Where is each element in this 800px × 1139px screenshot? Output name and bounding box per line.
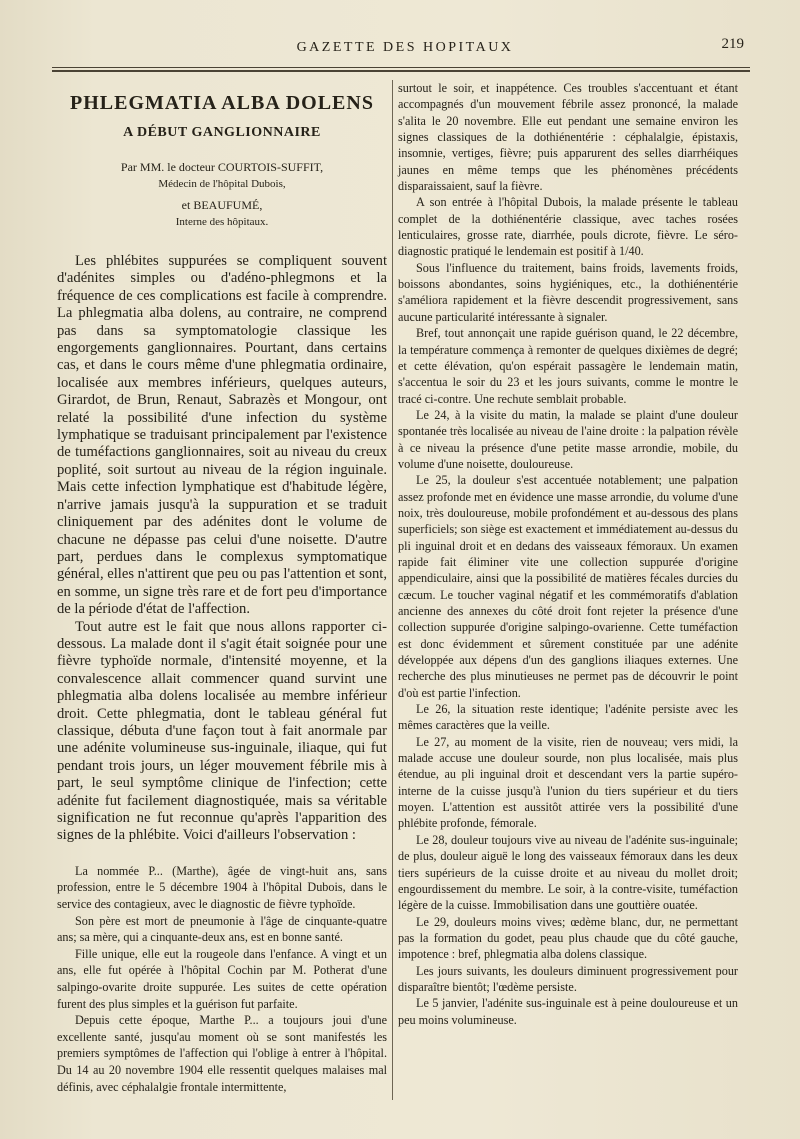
- byline-affiliation: Médecin de l'hôpital Dubois,: [158, 178, 286, 190]
- observation-paragraph: Depuis cette époque, Marthe P... a toujours joui d'une excellente santé, jusqu'au moment où se sont manifestés les premiers symptômes de l'affection qui l'oblige à entrer à l'hôpital. Du 14 au 20 novembre 1904 elle ressentit quelques malaises mal définis, avec céphalalgie frontale intermittente,: [57, 1013, 387, 1094]
- observation-paragraph: surtout le soir, et inappétence. Ces troubles s'accentuant et étant accompagnés d'un mouvement fébrile assez prononcé, la malade s'alita le 20 novembre. Elle eut pendant une semaine environ les signes classiques de la dothiénentérie : céphalalgie, épistaxis, insomnie, vertiges, fièvre; puis apparurent des selles diarrhéiques jaunes en même temps que les phénomènes précédents disparaissaient, sauf la fièvre.: [398, 81, 738, 194]
- observation-paragraph: Son père est mort de pneumonie à l'âge de cinquante-quatre ans; sa mère, qui a cinquante-deux ans, est en bonne santé.: [57, 913, 387, 945]
- observation-paragraph: Bref, tout annonçait une rapide guérison quand, le 22 décembre, la température commença à remonter de quelques dixièmes de degré; et cette élévation, qu'on espérait passagère le lendemain matin, s'accentua le soir du 23 et les jours suivants, comme le montre le tracé ci-contre. Une rechute semblait probable.: [398, 326, 738, 406]
- observation-paragraph: Le 28, douleur toujours vive au niveau de l'adénite sus-inguinale; de plus, douleur aiguë le long des vaisseaux fémoraux dans les deux tiers supérieurs de la cuisse droite et au niveau du mollet droit; engourdissement du membre. Le soir, à la contre-visite, tuméfaction légère de la cuisse. Immobilisation dans une gouttière ouatée.: [398, 832, 738, 913]
- byline-coauthor: et BEAUFUMÉ,: [181, 198, 263, 212]
- article-title: PHLEGMATIA ALBA DOLENS: [70, 92, 374, 114]
- observation-paragraph: La nommée P... (Marthe), âgée de vingt-huit ans, sans profession, entre le 5 décembre 1904 à l'hôpital Dubois, dans le service des contagieux, avec le diagnostic de fièvre typhoïde.: [57, 863, 387, 911]
- article-body: [57, 253, 387, 845]
- running-title: GAZETTE DES HOPITAUX: [296, 40, 514, 55]
- header-rule-thick: [52, 70, 750, 72]
- left-column: [57, 80, 387, 1095]
- header-rule: [52, 67, 750, 68]
- observation-paragraph: Le 25, la douleur s'est accentuée notablement; une palpation assez profonde met en évidence une masse arrondie, du volume d'une noix, très douloureuse, mobile profondément et au-dessous des plans superficiels; son siège est exactement et immédiatement au-dessus du pli inguinal droit et en dedans des vaisseaux fémoraux. Un examen rapide fait éliminer vite une collection suppurée d'origine appendiculaire, ainsi que la possibilité de matières fécales durcies du cæcum. Le toucher vaginal négatif et les commémoratifs d'ablation ancienne des annexes du côté droit font rejeter la présence d'une collection suppurée d'origine salpingo-ovarienne. Cette tuméfaction est donc évidemment et sûrement constituée par une adénite développée aux dépens d'un des ganglions iliaques externes. Une recherche des plus minutieuses ne permet pas de découvrir le point d'où est partie l'infection.: [398, 473, 738, 700]
- body-paragraph: Tout autre est le fait que nous allons rapporter ci-dessous. La malade dont il s'agit était soignée pour une fièvre typhoïde normale, d'intensité moyenne, et la convalescence allait commencer quand survint une phlegmatia alba dolens localisée au membre inférieur droit. Cette phlegmatia, dont le tableau général fut classique, débuta d'une façon tout à fait anormale par une adénite volumineuse sus-inguinale, iliaque, qui fut pendant trois jours, un léger mouvement fébrile mis à part, le seul symptôme clinique de l'infection; cette adénite fut facilement diagnostiquée, mais sa véritable signification ne fut reconnue qu'après l'apparition des signes de la phlébite. Voici d'ailleurs l'observation :: [57, 618, 387, 844]
- observation-paragraph: Le 29, douleurs moins vives; œdème blanc, dur, ne permettant pas la formation du godet, peau plus chaude que du côté gauche, impotence : bref, phlegmatia alba dolens classique.: [398, 914, 738, 962]
- observation-paragraph: Le 26, la situation reste identique; l'adénite persiste avec les mêmes caractères que la veille.: [398, 702, 738, 733]
- right-column: [398, 80, 738, 1028]
- byline-coauthor-affiliation: Interne des hôpitaux.: [175, 216, 269, 228]
- observation-paragraph: Le 5 janvier, l'adénite sus-inguinale est à peine douloureuse et un peu moins volumineuse.: [398, 996, 738, 1027]
- page-header: [60, 36, 750, 64]
- observation-paragraph: A son entrée à l'hôpital Dubois, la malade présente le tableau complet de la dothiénentérie classique, avec taches rosées lenticulaires, grosse rate, diarrhée, pouls dicrote, fièvre. Le séro-diagnostic pratiqué le lendemain est positif à 1/40.: [398, 195, 738, 259]
- observation-paragraph: Le 27, au moment de la visite, rien de nouveau; vers midi, la malade accuse une douleur sourde, non plus localisée, mais plus étendue, au pli inguinal droit et descendant vers la partie supéro-interne de la cuisse jusqu'à l'union du tiers supérieur et du tiers moyen. L'attention est aussitôt attirée vers la possibilité d'une phlébite profonde, fémorale.: [398, 734, 738, 831]
- article-subtitle: A DÉBUT GANGLIONNAIRE: [123, 125, 321, 140]
- observation-paragraph: Le 24, à la visite du matin, la malade se plaint d'une douleur spontanée très localisée au niveau de l'aine droite : la palpation révèle à ce niveau la présence d'une petite masse arrondie, mobile, du volume d'une noisette, douloureuse.: [398, 407, 738, 471]
- column-divider: [392, 80, 393, 1100]
- observation-paragraph: Fille unique, elle eut la rougeole dans l'enfance. A vingt et un ans, elle fut opérée à l'hôpital Cochin par M. Potherat d'une salpingo-ovarite droite suppurée. Les suites de cette opération furent des plus simples et la guérison fut parfaite.: [57, 946, 387, 1011]
- observation-paragraph: Sous l'influence du traitement, bains froids, lavements froids, boissons abondantes, soins hygiéniques, etc., la dothiénentérie s'améliora rapidement et la fièvre descendit progressivement, sans aucune particularité intéressante à signaler.: [398, 260, 738, 324]
- body-paragraph: Les phlébites suppurées se compliquent souvent d'adénites simples ou d'adéno-phlegmons et la fréquence de ces complications est facile à comprendre. La phlegmatia alba dolens, au contraire, ne comprend pas dans sa symptomatologie classique les engorgements ganglionnaires. Pourtant, dans certains cas, et dans le cours même d'une phlegmatia ordinaire, localisée aux membres inférieurs, quelques auteurs, Girardot, de Brun, Renaut, Sabrazès et Mongour, ont relaté la possibilité d'une infection du système lymphatique se traduisant principalement par l'existence de tuméfactions ganglionnaires, soit au niveau du creux poplité, soit surtout au niveau de la région inguinale. Mais cette infection lymphatique est d'habitude légère, n'arrive jamais jusqu'à la suppuration et se traduit cliniquement par des adénites dont le volume de chacune ne dépasse pas celui d'une noisette. D'autre part, perdues dans le complexus symptomatique général, elles n'attirent que peu ou pas l'attention et sont, en somme, un signe très rare et de fort peu d'importance de la période d'état de l'affection.: [57, 253, 387, 618]
- byline: [57, 159, 387, 231]
- byline-authors: Par MM. le docteur COURTOIS-SUFFIT,: [120, 160, 324, 174]
- observation: [57, 863, 387, 1095]
- page-number: 219: [721, 36, 744, 52]
- observation-paragraph: Les jours suivants, les douleurs diminuent progressivement pour disparaître bientôt; l'œdème persiste.: [398, 963, 738, 994]
